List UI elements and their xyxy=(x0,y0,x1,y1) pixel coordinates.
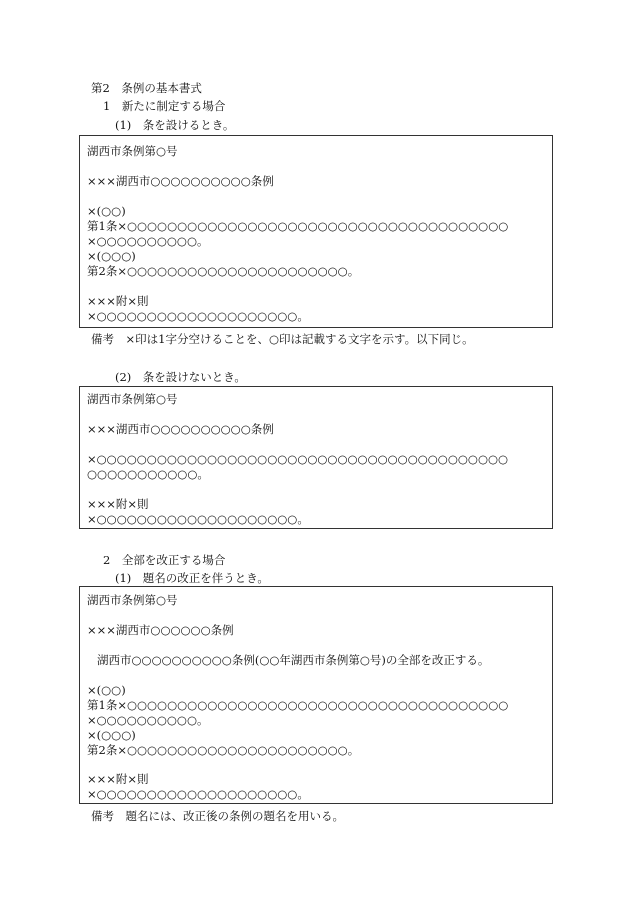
article-1-line-1: 第1条×○○○○○○○○○○○○○○○○○○○○○○○○○○○○○○○○○○○○○○ xyxy=(87,219,509,233)
article-2: 第2条×○○○○○○○○○○○○○○○○○○○○○○。 xyxy=(87,264,360,278)
supplementary-text: ×○○○○○○○○○○○○○○○○○○○○。 xyxy=(87,512,309,526)
supplementary-heading: ×××附×則 xyxy=(87,497,149,511)
article-caption: ×(○○) xyxy=(87,683,126,697)
supplementary-heading: ×××附×則 xyxy=(87,772,149,786)
template-box-3 xyxy=(79,586,553,804)
amendment-clause: 湖西市○○○○○○○○○○条例(○○年湖西市条例第○号)の全部を改正する。 xyxy=(97,653,490,667)
article-1-line-2: ×○○○○○○○○○○。 xyxy=(87,234,209,248)
article-2: 第2条×○○○○○○○○○○○○○○○○○○○○○○。 xyxy=(87,743,360,757)
note-1: 備考 ×印は1字分空けることを、○印は記載する文字を示す。以下同じ。 xyxy=(91,332,474,346)
body-line-2: ○○○○○○○○○○○。 xyxy=(87,467,209,481)
note-2: 備考 題名には、改正後の条例の題名を用いる。 xyxy=(91,809,344,823)
ordinance-number: 湖西市条例第○号 xyxy=(87,392,178,406)
section-1-title: 1 新たに制定する場合 xyxy=(103,99,226,113)
ordinance-number: 湖西市条例第○号 xyxy=(87,144,178,158)
article-1-line-1: 第1条×○○○○○○○○○○○○○○○○○○○○○○○○○○○○○○○○○○○○○○ xyxy=(87,698,509,712)
document-heading: 第2 条例の基本書式 xyxy=(91,81,202,95)
ordinance-name: ×××湖西市○○○○○○○○○○条例 xyxy=(87,174,274,188)
ordinance-name: ×××湖西市○○○○○○○○○○条例 xyxy=(87,422,274,436)
supplementary-text: ×○○○○○○○○○○○○○○○○○○○○。 xyxy=(87,309,309,323)
body-line-1: ×○○○○○○○○○○○○○○○○○○○○○○○○○○○○○○○○○○○○○○○○○ xyxy=(87,452,509,466)
supplementary-text: ×○○○○○○○○○○○○○○○○○○○○。 xyxy=(87,787,309,801)
subsection-2-1-title: (1) 題名の改正を伴うとき。 xyxy=(115,571,269,585)
ordinance-number: 湖西市条例第○号 xyxy=(87,593,178,607)
article-caption: ×(○○○) xyxy=(87,249,136,263)
supplementary-heading: ×××附×則 xyxy=(87,294,149,308)
article-1-line-2: ×○○○○○○○○○○。 xyxy=(87,713,209,727)
template-box-2 xyxy=(79,386,553,529)
ordinance-name: ×××湖西市○○○○○○条例 xyxy=(87,623,234,637)
subsection-1-1-title: (1) 条を設けるとき。 xyxy=(115,118,235,132)
article-caption: ×(○○○) xyxy=(87,728,136,742)
article-caption: ×(○○) xyxy=(87,204,126,218)
subsection-1-2-title: (2) 条を設けないとき。 xyxy=(115,370,246,384)
template-box-1 xyxy=(79,135,553,328)
section-2-title: 2 全部を改正する場合 xyxy=(103,553,226,567)
